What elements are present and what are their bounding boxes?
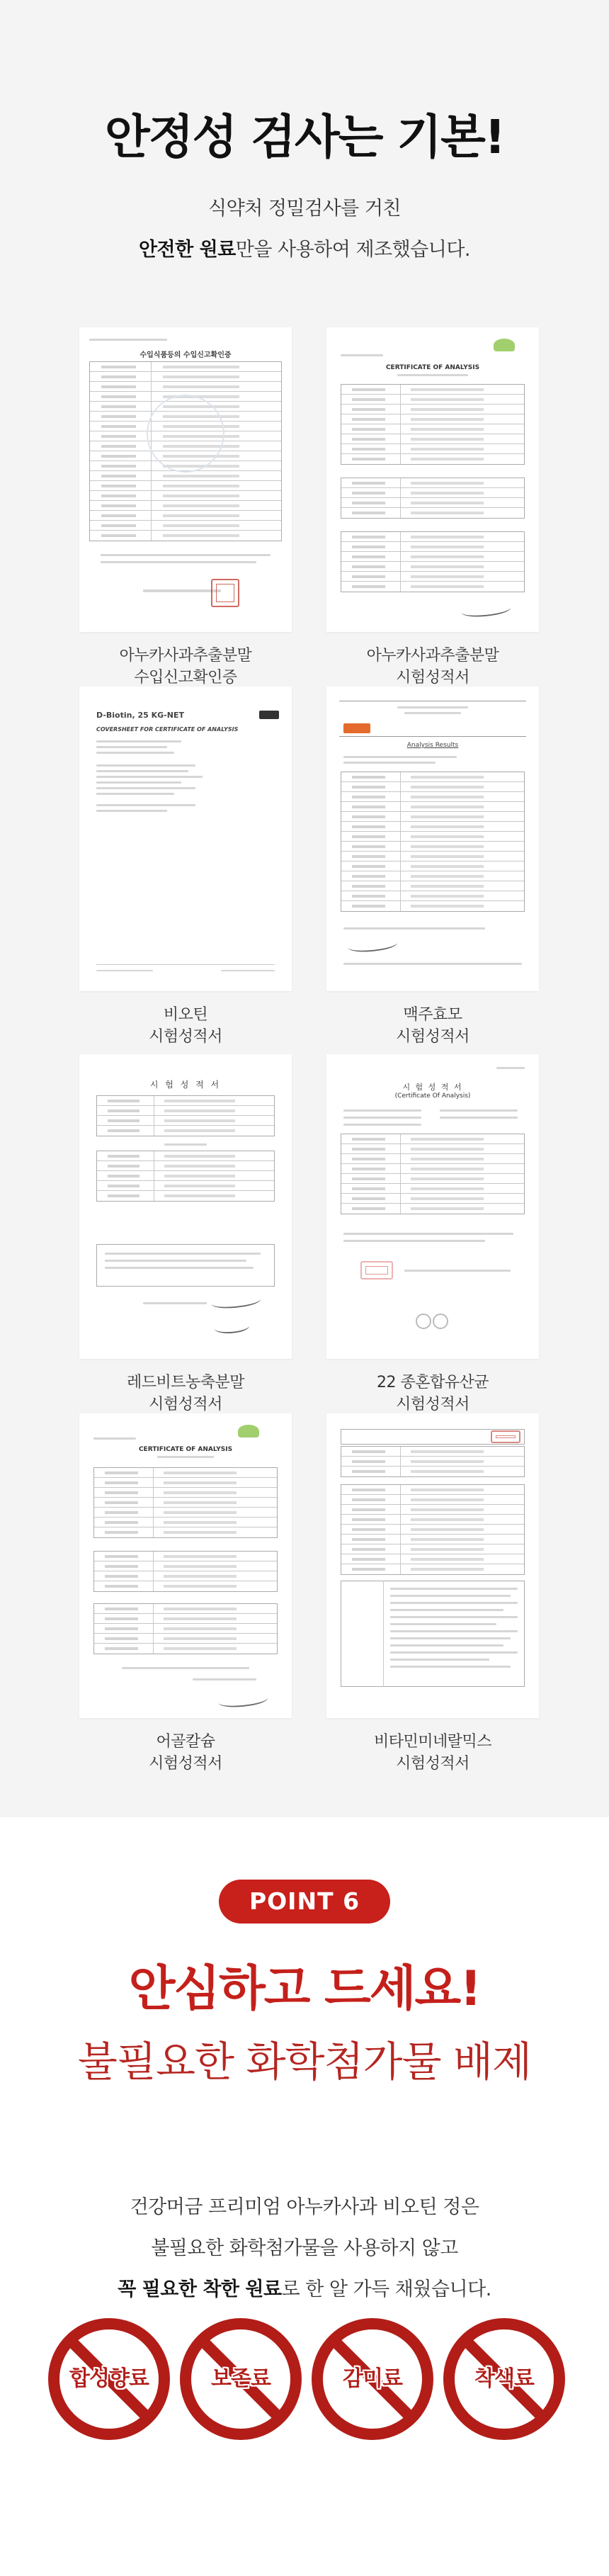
no-additives-section [0, 1817, 609, 2576]
certificate-card [326, 327, 539, 689]
doc-subtitle: (Certificate Of Analysis) [394, 1092, 471, 1100]
point-badge: POINT 6 [219, 1880, 390, 1923]
badge-label: 착색료 [474, 2366, 534, 2391]
section-subtitle-line1: 식약처 정밀검사를 거친 [208, 198, 401, 220]
badge-label: 감미료 [343, 2366, 402, 2391]
certificate-caption [79, 1004, 292, 1048]
doc-title: CERTIFICATE OF ANALYSIS [385, 364, 480, 371]
caption-line1: 레드비트농축분말 [126, 1374, 245, 1391]
doc-subheading: COVERSHEET FOR CERTIFICATE OF ANALYSIS [96, 726, 239, 733]
caption-line1: 어골칼슘 [156, 1733, 215, 1751]
caption-line2: 시험성적서 [396, 1396, 469, 1413]
badge-label: 합성향료 [69, 2366, 149, 2391]
caption-line2: 시험성적서 [396, 1028, 469, 1046]
doc-title: 시 험 성 적 서 [402, 1083, 463, 1092]
section-subtitle-line2 [0, 234, 609, 261]
subtitle-rest: 만을 사용하여 제조했습니다. [235, 239, 471, 261]
company-logo-icon [238, 1425, 259, 1437]
certificate-image-yeast [326, 687, 539, 991]
paragraph-rest: 로 한 알 가득 채웠습니다. [281, 2278, 491, 2300]
caption-line1: 맥주효모 [403, 1006, 462, 1024]
caption-line1: 아누카사과추출분말 [366, 647, 499, 665]
doc-title: 시 험 성 적 서 [149, 1080, 222, 1090]
certificate-card [79, 327, 292, 689]
certificate-card [326, 687, 539, 1048]
company-logo-icon [259, 711, 279, 719]
caption-line1: 22 종혼합유산균 [377, 1374, 489, 1391]
certificate-caption [326, 1004, 539, 1048]
certificate-image-coa [326, 327, 539, 632]
certificate-caption [326, 1731, 539, 1775]
caption-line2: 시험성적서 [396, 1755, 469, 1773]
certificate-image-redbeet [79, 1054, 292, 1359]
no-synthetic-flavor-badge [47, 2317, 171, 2441]
certificate-card [79, 1413, 292, 1775]
badge-label: 보존료 [211, 2366, 271, 2391]
paragraph-line3 [0, 2273, 609, 2301]
certificate-card [326, 1413, 539, 1775]
paragraph-line2: 불필요한 화학첨가물을 사용하지 않고 [151, 2237, 458, 2259]
certificate-image-import [79, 327, 292, 632]
certificate-caption [79, 1372, 292, 1416]
caption-line1: 비타민미네랄믹스 [373, 1733, 492, 1751]
no-preservative-badge [178, 2317, 303, 2441]
caption-line1: 아누카사과추출분말 [119, 647, 252, 665]
certificate-card [79, 687, 292, 1048]
company-logo-icon [494, 339, 515, 351]
section-title: 안심하고 드세요! [128, 1961, 481, 2017]
certificate-card [79, 1054, 292, 1416]
certificate-caption [79, 1731, 292, 1775]
certificate-image-biotin [79, 687, 292, 991]
paragraph-bold: 꼭 필요한 착한 원료 [118, 2278, 282, 2300]
certificate-caption [79, 645, 292, 689]
caption-line2: 시험성적서 [149, 1396, 222, 1413]
certificate-caption [326, 1372, 539, 1416]
caption-line1: 비오틴 [163, 1006, 208, 1024]
doc-title: 수입식품등의 수입신고확인증 [140, 351, 232, 359]
certificate-caption [326, 645, 539, 689]
section-title: 안정성 검사는 기본! [104, 110, 505, 164]
certificate-image-probiotic [326, 1054, 539, 1359]
doc-title: Analysis Results [406, 742, 459, 749]
no-colorant-badge [442, 2317, 567, 2441]
doc-title: CERTIFICATE OF ANALYSIS [138, 1446, 233, 1453]
caption-line2: 시험성적서 [149, 1028, 222, 1046]
no-sweetener-badge [310, 2317, 435, 2441]
caption-line2: 시험성적서 [396, 669, 469, 687]
certificate-image-calcium [79, 1413, 292, 1718]
paragraph-line1: 건강머금 프리미엄 아누카사과 비오틴 정은 [130, 2196, 479, 2218]
certificate-image-vitamin [326, 1413, 539, 1718]
caption-line2: 수입신고확인증 [134, 669, 237, 687]
subtitle-bold: 안전한 원료 [138, 239, 236, 261]
section-subtitle: 불필요한 화학첨가물 배제 [77, 2038, 532, 2086]
company-logo-icon [343, 723, 370, 733]
caption-line2: 시험성적서 [149, 1755, 222, 1773]
certificate-card [326, 1054, 539, 1416]
doc-heading: D-Biotin, 25 KG-NET [96, 711, 184, 720]
